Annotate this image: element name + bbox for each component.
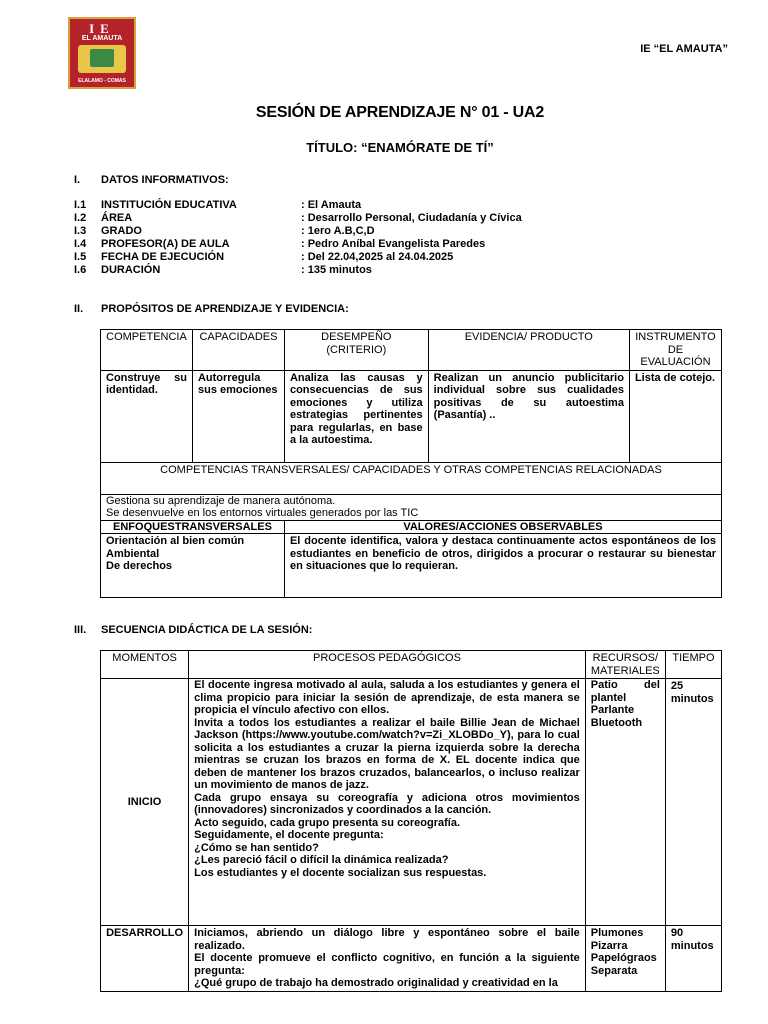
process-line: Cada grupo ensaya su coreografía y adiciona otros movimientos (innovadores) sincronizados y coordinados a la canción. [194, 791, 580, 816]
resource-item: Papelógraos [590, 952, 657, 964]
header-cell: CAPACIDADES [192, 330, 284, 371]
process-line: ¿Qué grupo de trabajo ha demostrado originalidad y creatividad en la [194, 977, 558, 989]
resource-item: Plumones [590, 927, 644, 939]
info-row: I.2 ÁREA : Desarrollo Personal, Ciudadanía y Cívica [74, 212, 522, 224]
header-cell: MOMENTOS [101, 651, 189, 679]
logo-place-text: ELALAMO - COMAS [78, 78, 126, 84]
table-cell: El docente identifica, valora y destaca continuamente actos espontáneos de los estudiantes en beneficio de otros, dirigidos a procurar o restaurar su bienestar en situaciones que lo requieran. [284, 534, 721, 598]
table-cell: Lista de cotejo. [629, 370, 721, 462]
header-cell: RECURSOS/ MATERIALES [585, 651, 665, 679]
purpose-table [100, 329, 722, 598]
resources-cell [585, 926, 665, 992]
table-cell: Autorregula sus emociones [192, 370, 284, 462]
table-cell: COMPETENCIAS TRANSVERSALES/ CAPACIDADES Y OTRAS COMPETENCIAS RELACIONADAS [101, 462, 722, 494]
sequence-row-inicio [101, 679, 722, 926]
enfoque-row [101, 534, 722, 598]
transversal-row [101, 494, 722, 520]
moment-cell: DESARROLLO [101, 926, 189, 992]
resource-item: Parlante [590, 704, 635, 716]
table-cell [101, 494, 722, 520]
resource-item: Bluetooth [590, 716, 643, 729]
sequence-table [100, 650, 722, 992]
sequence-header-row [101, 651, 722, 679]
header-cell: EVIDENCIA/ PRODUCTO [428, 330, 629, 371]
header-cell: VALORES/ACCIONES OBSERVABLES [284, 520, 721, 534]
info-list [74, 199, 522, 277]
process-line: El docente ingresa motivado al aula, saluda a los estudiantes y genera el clima propicio para iniciar la sesión de aprendizaje, de esta manera se propicia el vínculo afectivo con ellos. [194, 679, 580, 716]
process-line: Seguidamente, el docente pregunta: [194, 829, 384, 841]
section-heading-1: I. DATOS INFORMATIVOS: [74, 174, 229, 186]
process-cell [189, 926, 586, 992]
page-title: SESIÓN DE APRENDIZAJE N° 01 - UA2 [255, 104, 545, 121]
transversal-title-row [101, 462, 722, 494]
school-logo [68, 17, 136, 89]
logo-emblem-icon [78, 45, 126, 73]
info-row: I.6 DURACIÓN : 135 minutos [74, 264, 372, 276]
resource-item: Separata [590, 964, 638, 977]
resource-item: Patio del plantel [590, 679, 660, 704]
process-cell [189, 679, 586, 926]
header-cell: COMPETENCIA [101, 330, 193, 371]
table-cell: Construye su identidad. [101, 370, 193, 462]
header-cell: INSTRUMENTO DE EVALUACIÓN [629, 330, 721, 371]
sequence-row-desarrollo [101, 926, 722, 992]
transversal-item: Se desenvuelve en los entornos virtuales generados por las TIC [106, 507, 419, 519]
enfoque-item: Ambiental [106, 547, 160, 560]
logo-name-text: EL AMAUTA [81, 35, 123, 42]
school-name-header: IE “EL AMAUTA” [640, 43, 728, 55]
enfoque-item: De derechos [106, 560, 173, 572]
table-cell [101, 534, 285, 598]
process-line: ¿Cómo se han sentido? [194, 841, 319, 854]
resource-item: Pizarra [590, 939, 628, 952]
header-cell: TIEMPO [665, 651, 721, 679]
time-cell: 25 minutos [665, 679, 721, 926]
process-line: Acto seguido, cada grupo presenta su coreografía. [194, 816, 461, 829]
header-cell: ENFOQUESTRANSVERSALES [101, 520, 285, 534]
enfoque-item: Orientación al bien común [106, 535, 245, 547]
section-heading-2: II. PROPÓSITOS DE APRENDIZAJE Y EVIDENCIA: [74, 303, 349, 315]
info-row: I.4 PROFESOR(A) DE AULA : Pedro Aníbal Evangelista Paredes [74, 238, 486, 250]
process-line: Invita a todos los estudiantes a realizar el baile Billie Jean de Michael Jackson (https://www.youtube.com/watch?v=Zi_XLOBDo_Y), para lo cual solicita a los estudiantes a cruzar la pierna izquierda sobre la derecha mientras se cruzan los brazos en forma de X. EL docente indica que deben de mantener los brazos cruzados, balancearlos, o incluso realizar un movimiento de manos de jazz. [194, 716, 580, 791]
header-cell: PROCESOS PEDAGÓGICOS [189, 651, 586, 679]
info-row: I.3 GRADO : 1ero A.B,C,D [74, 225, 375, 237]
moment-cell: INICIO [101, 679, 189, 926]
table-cell: Analiza las causas y consecuencias de sus emociones y utiliza estrategias pertinentes para regularlas, en base a la autoestima. [284, 370, 428, 462]
purpose-header-row [101, 330, 722, 371]
resources-cell [585, 679, 665, 926]
purpose-row [101, 370, 722, 462]
logo-ie-text: IE [89, 21, 115, 36]
info-row: I.5 FECHA DE EJECUCIÓN : Del 22.04,2025 al 24.04.2025 [74, 251, 454, 263]
process-line: Los estudiantes y el docente socializan sus respuestas. [194, 866, 487, 879]
session-subtitle: TÍTULO: “ENAMÓRATE DE TÍ” [306, 140, 494, 155]
process-line: Iniciamos, abriendo un diálogo libre y espontáneo sobre el baile realizado. [194, 927, 580, 952]
table-cell: Realizan un anuncio publicitario individual sobre sus cualidades positivas de su autoestima (Pasantía) .. [428, 370, 629, 462]
transversal-item: Gestiona su aprendizaje de manera autónoma. [106, 494, 336, 507]
process-line: ¿Les pareció fácil o difícil la dinámica realizada? [194, 854, 449, 866]
header-cell: DESEMPEÑO (CRITERIO) [284, 330, 428, 371]
enfoque-header-row [101, 520, 722, 534]
section-heading-3: III. SECUENCIA DIDÁCTICA DE LA SESIÓN: [74, 624, 313, 636]
process-line: El docente promueve el conflicto cognitivo, en función a la siguiente pregunta: [194, 952, 580, 977]
info-row: I.1 INSTITUCIÓN EDUCATIVA : El Amauta [74, 199, 362, 211]
time-cell: 90 minutos [665, 926, 721, 992]
